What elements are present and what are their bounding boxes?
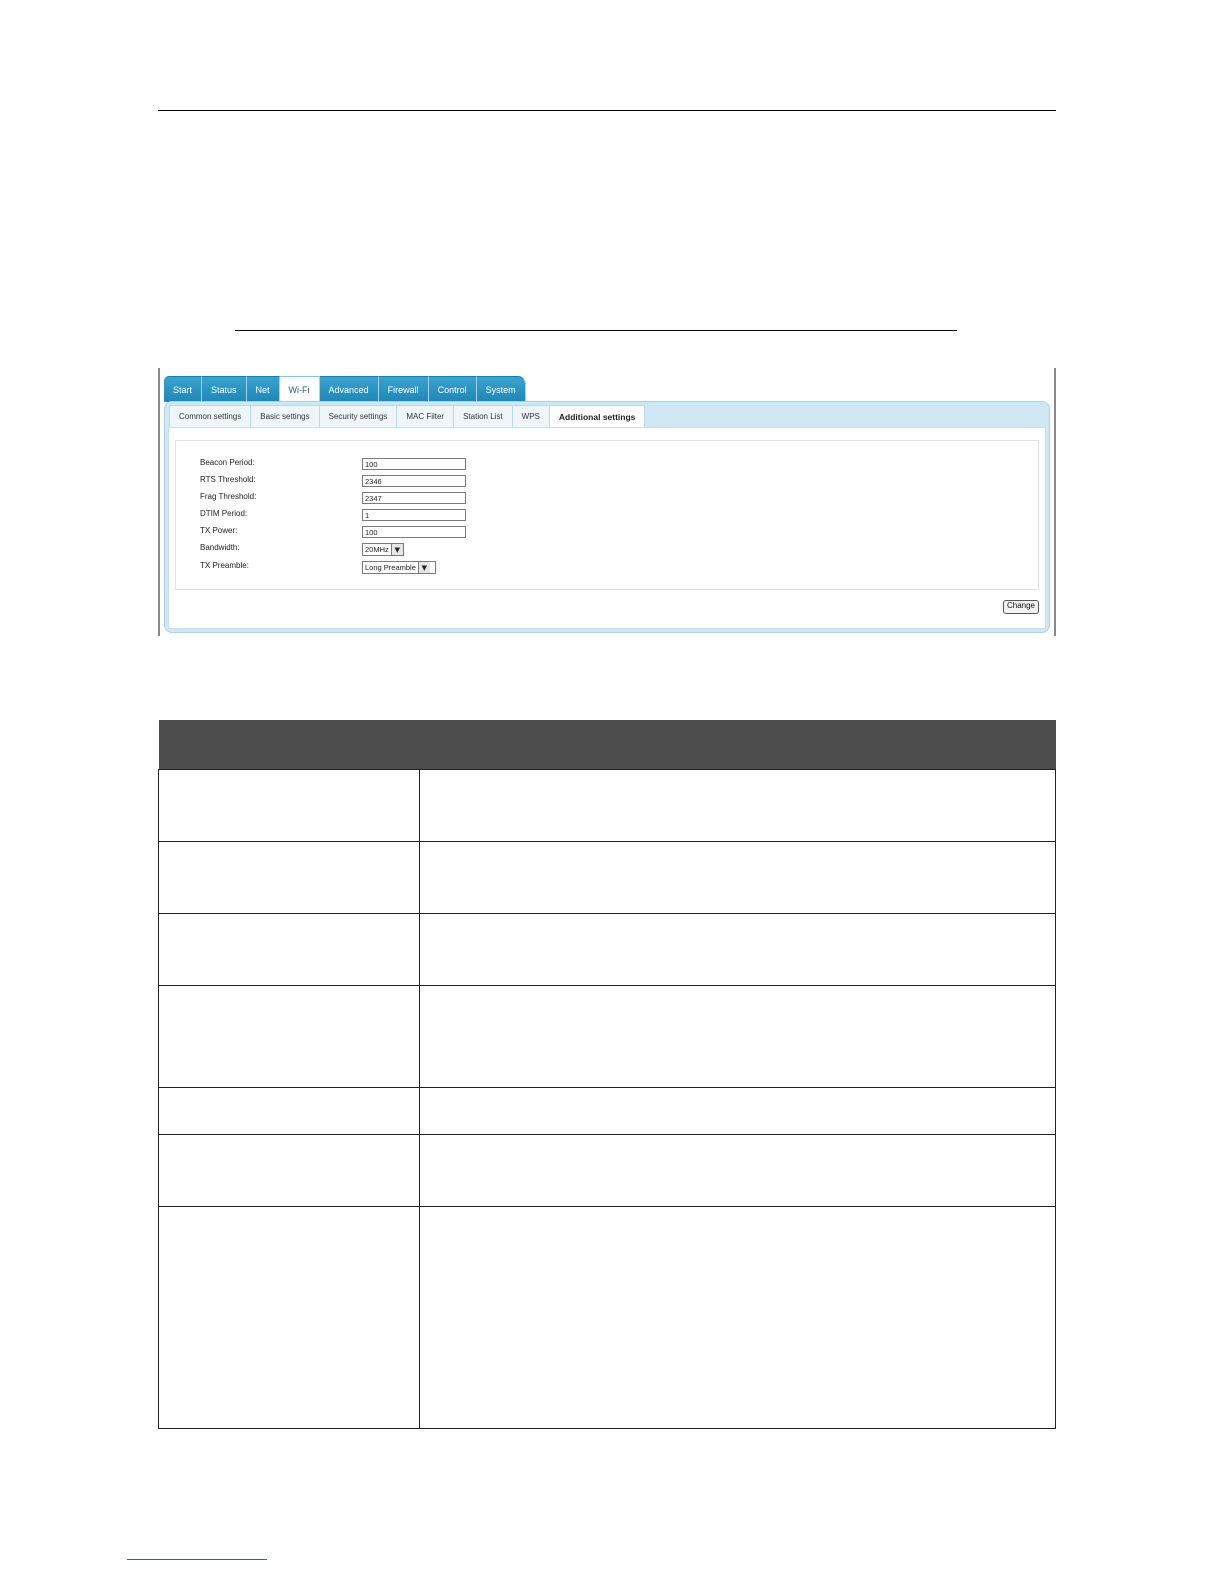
subtab-security-settings[interactable]: Security settings [319,405,398,427]
table-header [159,720,1056,770]
bandwidth-select[interactable] [362,543,404,556]
table-header-row [159,720,1056,770]
tab-control[interactable]: Control [429,376,477,402]
chevron-down-icon: ▼ [418,562,430,573]
table-cell [420,770,1056,842]
beacon-period-input[interactable]: 100 [362,458,466,470]
subtab-mac-filter[interactable]: MAC Filter [396,405,454,427]
beacon-period-label: Beacon Period: [200,458,255,467]
frame-right-edge [1054,368,1056,636]
additional-settings-form [175,440,1039,590]
table-row [159,1207,1056,1429]
table-cell [159,770,420,842]
table-row [159,914,1056,986]
main-menu-tabs [164,376,526,402]
footer-link-underline[interactable] [127,1559,267,1560]
table-cell [420,986,1056,1088]
table-cell [420,1207,1056,1429]
subtab-wps[interactable]: WPS [512,405,550,427]
table-cell [159,842,420,914]
frag-threshold-label: Frag Threshold: [200,492,257,501]
table-cell [420,1088,1056,1135]
subtab-basic-settings[interactable]: Basic settings [250,405,319,427]
table-row [159,986,1056,1088]
settings-content [168,427,1046,629]
table-cell [420,842,1056,914]
table-row [159,1135,1056,1207]
change-button[interactable]: Change [1003,600,1039,614]
dtim-period-label: DTIM Period: [200,509,248,518]
dtim-period-input[interactable]: 1 [362,509,466,521]
rts-threshold-input[interactable]: 2346 [362,475,466,487]
table-cell [420,1135,1056,1207]
tab-status[interactable]: Status [202,376,247,402]
tab-system[interactable]: System [477,376,526,402]
tab-wifi[interactable]: Wi-Fi [280,376,320,402]
tx-preamble-label: TX Preamble: [200,561,249,570]
subtab-station-list[interactable]: Station List [453,405,513,427]
chevron-down-icon: ▼ [391,544,403,555]
wifi-sub-tabs [169,405,644,427]
top-rule [158,110,1056,111]
table-cell [159,1207,420,1429]
tab-start[interactable]: Start [164,376,202,402]
router-ui-screenshot [158,368,1056,636]
tx-power-input[interactable]: 100 [362,526,466,538]
tx-preamble-select[interactable] [362,561,436,574]
wifi-panel [164,401,1050,633]
tab-net[interactable]: Net [247,376,280,402]
frame-left-edge [158,368,160,636]
table-cell [159,1088,420,1135]
table-cell [159,1135,420,1207]
subtab-additional-settings[interactable]: Additional settings [549,405,646,427]
table-cell [420,914,1056,986]
table-cell [159,914,420,986]
tab-advanced[interactable]: Advanced [320,376,379,402]
frag-threshold-input[interactable]: 2347 [362,492,466,504]
tab-firewall[interactable]: Firewall [379,376,429,402]
bandwidth-label: Bandwidth: [200,543,240,552]
tx-power-label: TX Power: [200,526,238,535]
tx-preamble-value: Long Preamble [365,563,416,572]
parameters-table [158,720,1056,1429]
table-cell [159,986,420,1088]
table-row [159,842,1056,914]
subtab-common-settings[interactable]: Common settings [169,405,251,427]
table-row [159,1088,1056,1135]
table-row [159,770,1056,842]
caption-rule [235,330,957,331]
bandwidth-value: 20MHz [365,545,389,554]
rts-threshold-label: RTS Threshold: [200,475,256,484]
